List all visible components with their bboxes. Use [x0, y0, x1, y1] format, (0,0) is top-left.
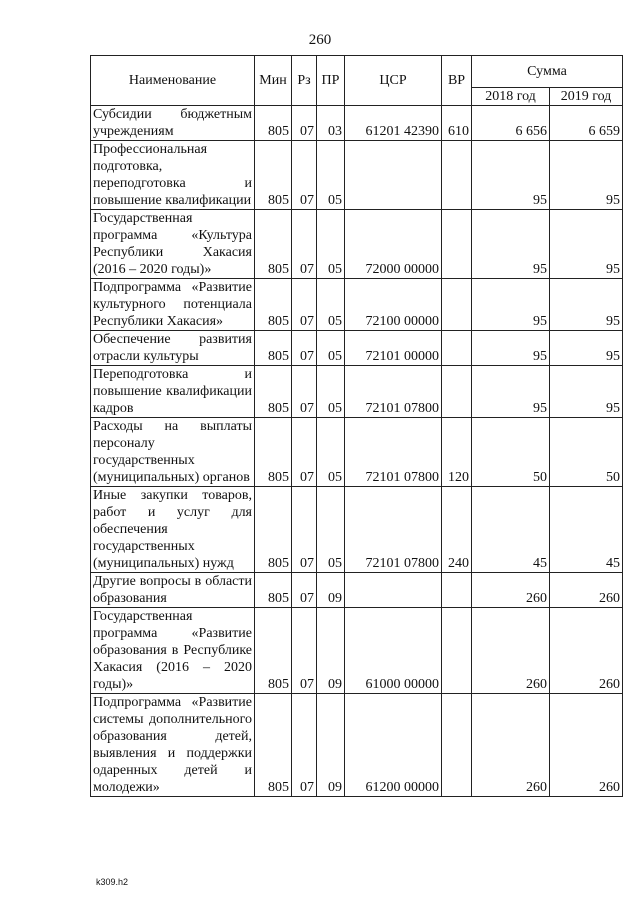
cell-2019: 95: [550, 279, 623, 331]
cell-pr: 05: [317, 366, 345, 418]
table-row: [91, 279, 623, 331]
cell-pr: 09: [317, 694, 345, 797]
cell-2018: 95: [472, 210, 550, 279]
cell-2019: 6 659: [550, 106, 623, 141]
cell-csr: 61200 00000: [345, 694, 442, 797]
header-vr: ВР: [442, 56, 472, 106]
cell-pr: 05: [317, 210, 345, 279]
cell-2018: 95: [472, 141, 550, 210]
cell-vr: 120: [442, 418, 472, 487]
cell-2018: 95: [472, 331, 550, 366]
cell-csr: 61201 42390: [345, 106, 442, 141]
cell-2019: 95: [550, 331, 623, 366]
cell-pr: 05: [317, 141, 345, 210]
cell-vr: [442, 694, 472, 797]
cell-2018: 50: [472, 418, 550, 487]
cell-name: Субсидии бюджетным учреждениям: [91, 106, 255, 141]
cell-rz: 07: [292, 608, 317, 694]
cell-pr: 05: [317, 279, 345, 331]
cell-pr: 05: [317, 331, 345, 366]
cell-pr: 09: [317, 608, 345, 694]
cell-csr: [345, 573, 442, 608]
cell-2019: 260: [550, 608, 623, 694]
cell-name: Государственная программа «Культура Республики Хакасия (2016 – 2020 годы)»: [91, 210, 255, 279]
cell-2019: 95: [550, 141, 623, 210]
cell-2018: 95: [472, 279, 550, 331]
table-row: [91, 694, 623, 797]
cell-rz: 07: [292, 331, 317, 366]
table-row: [91, 608, 623, 694]
cell-name: Профессиональная подготовка, переподготовка и повышение квалификации: [91, 141, 255, 210]
cell-2018: 260: [472, 694, 550, 797]
cell-vr: 610: [442, 106, 472, 141]
cell-min: 805: [255, 141, 292, 210]
cell-csr: 72000 00000: [345, 210, 442, 279]
footer-code: k309.h2: [96, 877, 129, 887]
cell-rz: 07: [292, 366, 317, 418]
cell-vr: [442, 366, 472, 418]
cell-min: 805: [255, 279, 292, 331]
cell-name: Подпрограмма «Развитие культурного потенциала Республики Хакасия»: [91, 279, 255, 331]
cell-rz: 07: [292, 210, 317, 279]
header-csr: ЦСР: [345, 56, 442, 106]
cell-csr: [345, 141, 442, 210]
cell-rz: 07: [292, 694, 317, 797]
cell-vr: [442, 210, 472, 279]
cell-pr: 05: [317, 418, 345, 487]
cell-csr: 72100 00000: [345, 279, 442, 331]
cell-csr: 72101 07800: [345, 418, 442, 487]
cell-2019: 95: [550, 210, 623, 279]
table-row: [91, 366, 623, 418]
table-row: [91, 106, 623, 141]
cell-name: Государственная программа «Развитие образования в Республике Хакасия (2016 – 2020 годы)»: [91, 608, 255, 694]
cell-min: 805: [255, 210, 292, 279]
cell-2018: 95: [472, 366, 550, 418]
table-row: [91, 573, 623, 608]
cell-min: 805: [255, 106, 292, 141]
cell-2018: 260: [472, 573, 550, 608]
cell-name: Подпрограмма «Развитие системы дополнительного образования детей, выявления и поддержки одаренных детей и молодежи»: [91, 694, 255, 797]
cell-rz: 07: [292, 279, 317, 331]
header-name: Наименование: [91, 56, 255, 106]
cell-min: 805: [255, 331, 292, 366]
cell-vr: [442, 141, 472, 210]
cell-min: 805: [255, 487, 292, 573]
cell-min: 805: [255, 694, 292, 797]
cell-min: 805: [255, 418, 292, 487]
cell-2018: 45: [472, 487, 550, 573]
cell-name: Другие вопросы в области образования: [91, 573, 255, 608]
cell-vr: [442, 573, 472, 608]
cell-pr: 03: [317, 106, 345, 141]
cell-2019: 260: [550, 573, 623, 608]
table-row: [91, 210, 623, 279]
cell-rz: 07: [292, 106, 317, 141]
table-row: [91, 418, 623, 487]
header-min: Мин: [255, 56, 292, 106]
cell-pr: 09: [317, 573, 345, 608]
cell-name: Переподготовка и повышение квалификации кадров: [91, 366, 255, 418]
header-sum: Сумма: [472, 56, 623, 88]
cell-vr: [442, 608, 472, 694]
cell-vr: [442, 279, 472, 331]
cell-min: 805: [255, 573, 292, 608]
cell-vr: 240: [442, 487, 472, 573]
cell-min: 805: [255, 366, 292, 418]
cell-name: Иные закупки товаров, работ и услуг для обеспечения государственных (муниципальных) нужд: [91, 487, 255, 573]
table-row: [91, 331, 623, 366]
page-number: 260: [308, 32, 332, 48]
cell-name: Расходы на выплаты персоналу государственных (муниципальных) органов: [91, 418, 255, 487]
cell-name: Обеспечение развития отрасли культуры: [91, 331, 255, 366]
cell-rz: 07: [292, 487, 317, 573]
cell-2019: 45: [550, 487, 623, 573]
cell-csr: 72101 07800: [345, 487, 442, 573]
cell-min: 805: [255, 608, 292, 694]
header-2018: 2018 год: [472, 88, 550, 106]
cell-2019: 95: [550, 366, 623, 418]
header-pr: ПР: [317, 56, 345, 106]
cell-csr: 72101 00000: [345, 331, 442, 366]
budget-table: [90, 55, 623, 797]
cell-2019: 50: [550, 418, 623, 487]
cell-rz: 07: [292, 141, 317, 210]
cell-rz: 07: [292, 418, 317, 487]
cell-2018: 6 656: [472, 106, 550, 141]
header-2019: 2019 год: [550, 88, 623, 106]
cell-pr: 05: [317, 487, 345, 573]
cell-rz: 07: [292, 573, 317, 608]
cell-csr: 61000 00000: [345, 608, 442, 694]
cell-2018: 260: [472, 608, 550, 694]
table-body: [91, 106, 623, 797]
table-row: [91, 141, 623, 210]
cell-vr: [442, 331, 472, 366]
cell-csr: 72101 07800: [345, 366, 442, 418]
header-rz: Рз: [292, 56, 317, 106]
cell-2019: 260: [550, 694, 623, 797]
table-row: [91, 487, 623, 573]
